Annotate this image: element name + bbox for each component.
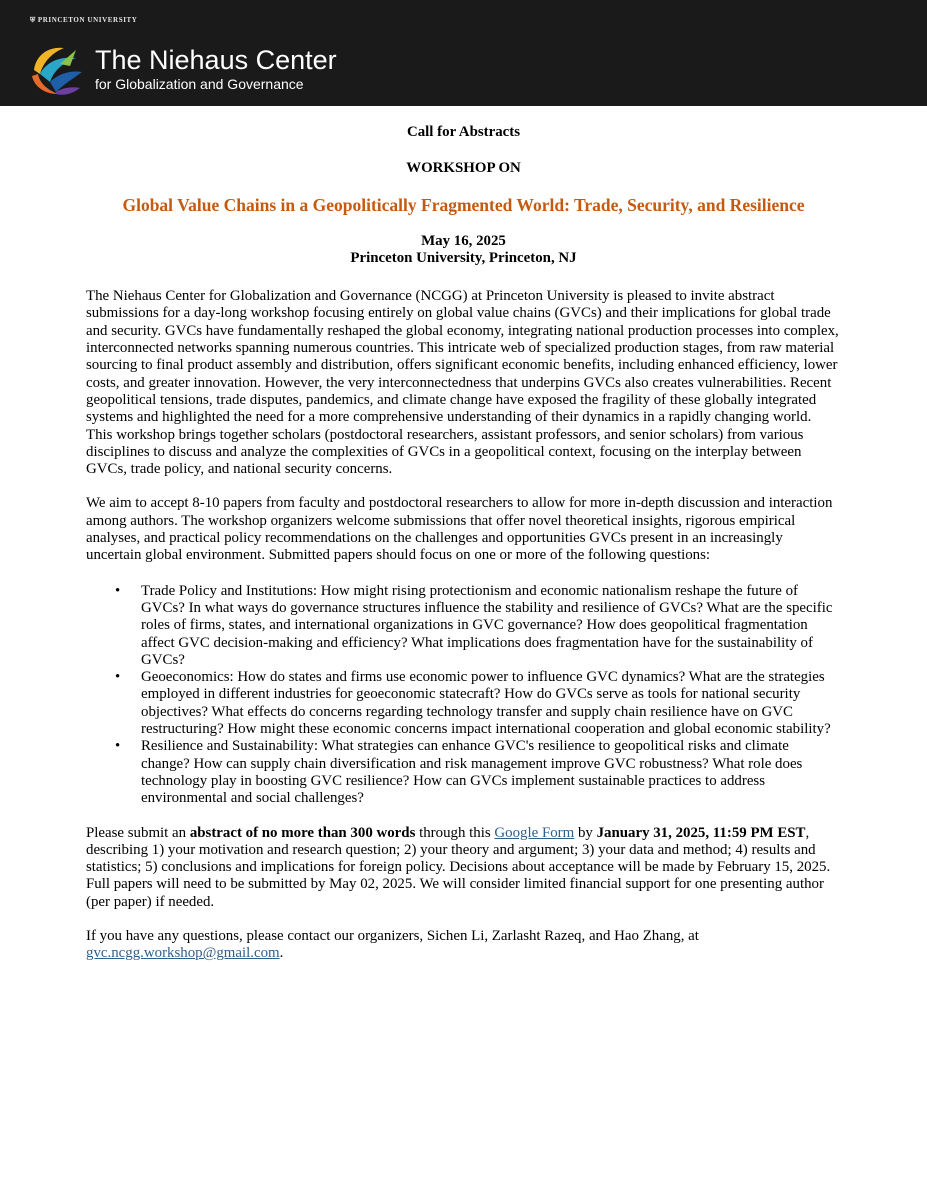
google-form-link[interactable]: Google Form <box>494 824 575 841</box>
list-item: • Resilience and Sustainability: What strategies can enhance GVC's resilience to geopolitical risks and climate change? How can supply chain diversification and risk management improve GVC robustness? What role does technology play in boosting GVC resilience? How can GVCs implement sustainable practices to address environmental and social challenges? <box>141 738 841 807</box>
princeton-shield-icon: ⛨ <box>30 16 36 24</box>
contact-paragraph: If you have any questions, please contact our organizers, Sichen Li, Zarlasht Razeq, and Hao Zhang, at gvc.ncgg.workshop@gmail.com. <box>86 927 699 962</box>
call-for-abstracts-heading: Call for Abstracts <box>406 124 521 140</box>
workshop-on-heading: WORKSHOP ON <box>406 160 521 177</box>
deadline-text: January 31, 2025, 11:59 PM EST <box>596 824 806 841</box>
submission-paragraph: Please submit an abstract of no more than 300 words through this Google Form by January 31, 2025, 11:59 PM EST, describing 1) your motivation and research question; 2) your theory and argument; 3) your data and method; 4) results and statistics; 5) conclusions and implications for foreign policy. Decisions about acceptance will be made by February 15, 2025. Full papers will need to be submitted by May 02, 2025. We will consider limited financial support for one presenting author (per paper) if needed. <box>86 824 831 910</box>
contact-email-link[interactable]: gvc.ncgg.workshop@gmail.com <box>86 945 280 962</box>
questions-list <box>86 583 841 808</box>
intro-paragraph: The Niehaus Center for Globalization and Governance (NCGG) at Princeton University is pleased to invite abstract submissions for a day-long workshop focusing entirely on global value chains (GVCs) and their implications for global trade and security. GVCs have fundamentally reshaped the global economy, integrating national production processes into complex, interconnected networks spanning numerous countries. This intricate web of specialized production stages, from raw material sourcing to final product assembly and distribution, offers significant economic benefits, including enhanced efficiency, lower costs, and greater innovation. However, the very interconnectedness that underpins GVCs also creates vulnerabilities. Recent geopolitical tensions, trade disputes, pandemics, and climate change have exposed the fragility of these globally integrated systems and highlighted the need for a more comprehensive understanding of their dynamics in a rapidly changing world. This workshop brings together scholars (postdoctoral researchers, assistant professors, and senior scholars) from various disciplines to discuss and analyze the complexities of GVCs in a geopolitical context, focusing on the interplay between GVCs, trade policy, and national security concerns. <box>86 288 839 478</box>
workshop-date: May 16, 2025 <box>421 232 506 249</box>
aims-paragraph: We aim to accept 8-10 papers from faculty and postdoctoral researchers to allow for more in-depth discussion and interaction among authors. The workshop organizers welcome submissions that offer novel theoretical insights, rigorous empirical analyses, and practical policy recommendations on the challenges and opportunities GVCs present in an increasingly uncertain global environment. Submitted papers should focus on one or more of the following questions: <box>86 495 833 564</box>
niehaus-logo-icon <box>30 40 84 98</box>
header-banner <box>0 0 927 106</box>
list-item: • Geoeconomics: How do states and firms use economic power to influence GVC dynamics? What are the strategies employed in different industries for geoeconomic statecraft? How do GVCs serve as tools for national security objectives? What effects do concerns regarding technology transfer and supply chain resilience have on GVC restructuring? How might these economic concerns impact international cooperation and global economic stability? <box>141 669 841 738</box>
princeton-university-label: ⛨ PRINCETON UNIVERSITY <box>30 16 138 24</box>
word-limit-text: abstract of no more than 300 words <box>189 824 416 841</box>
center-subtitle: for Globalization and Governance <box>95 76 304 92</box>
list-item: • Trade Policy and Institutions: How might rising protectionism and economic nationalism reshape the future of GVCs? In what ways do governance structures influence the stability and resilience of GVCs? What are the specific roles of firms, states, and international organizations in GVC governance? How does geopolitical fragmentation affect GVC decision-making and efficiency? What implications does fragmentation have for the sustainability of GVCs? <box>141 583 841 669</box>
center-name: The Niehaus Center <box>95 45 337 75</box>
workshop-location: Princeton University, Princeton, NJ <box>350 249 577 266</box>
workshop-title: Global Value Chains in a Geopolitically Fragmented World: Trade, Security, and Resilience <box>122 194 805 215</box>
document-body <box>86 120 841 963</box>
